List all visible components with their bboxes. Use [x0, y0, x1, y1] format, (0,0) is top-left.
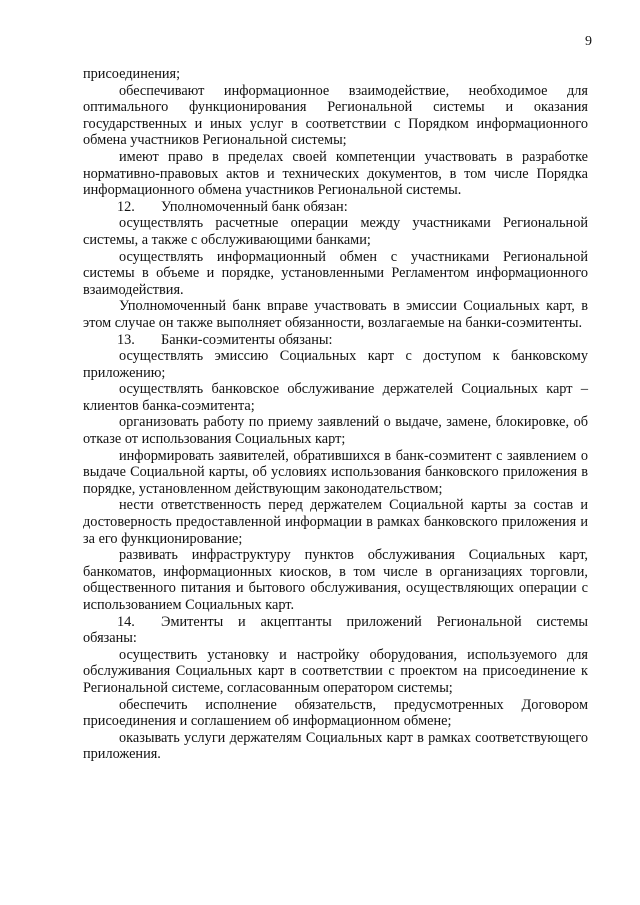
paragraph-16: осуществить установку и настройку оборудования, используемого для обслуживания Социальных карт в соответствии с проектом на присоединение к Региональной системе, согласованным оператором системы;: [83, 646, 588, 696]
paragraph-17: обеспечить исполнение обязательств, предусмотренных Договором присоединения и соглашением об информационном обмене;: [83, 696, 588, 730]
section-12-heading: [83, 199, 588, 216]
paragraph-7: Уполномоченный банк вправе участвовать в эмиссии Социальных карт, в этом случае он также выполняет обязанности, возлагаемые на банки-соэмитенты.: [83, 298, 588, 331]
paragraph-14: развивать инфраструктуру пунктов обслуживания Социальных карт, банкоматов, информационных киосков, в том числе в организациях торговли, общественного питания и бытового обслуживания, осуществляющих операции с использованием Социальных карт.: [83, 547, 588, 613]
section-number: 12.: [117, 198, 135, 215]
page-number: 9: [585, 34, 592, 49]
paragraph-10: осуществлять банковское обслуживание держателей Социальных карт – клиентов банка-соэмитента;: [83, 381, 588, 414]
section-number: 13.: [117, 331, 135, 348]
paragraph-1: присоединения;: [83, 66, 181, 82]
section-title: Банки-соэмитенты обязаны:: [161, 331, 333, 348]
document-body: [83, 66, 588, 763]
section-number: 14.: [117, 613, 135, 630]
section-14-heading: [83, 614, 588, 647]
paragraph-9: осуществлять эмиссию Социальных карт с доступом к банковскому приложению;: [83, 348, 588, 381]
paragraph-5: осуществлять расчетные операции между участниками Региональной системы, а также с обслуживающими банками;: [83, 215, 588, 248]
section-title: Эмитенты и акцептанты приложений Региональной системы обязаны:: [83, 613, 588, 647]
paragraph-3: имеют право в пределах своей компетенции участвовать в разработке нормативно-правовых актов и технических документов, в том числе Порядка информационного обмена участников Региональной системы.: [83, 148, 588, 199]
paragraph-11: организовать работу по приему заявлений о выдаче, замене, блокировке, об отказе от использования Социальных карт;: [83, 414, 588, 448]
paragraph-18: оказывать услуги держателям Социальных карт в рамках соответствующего приложения.: [83, 729, 588, 763]
section-title: Уполномоченный банк обязан:: [161, 198, 348, 215]
paragraph-2: обеспечивают информационное взаимодействие, необходимое для оптимального функционирования Региональной системы и оказания государственных и иных услуг в соответствии с Порядком информационного обмена участников Региональной системы;: [83, 82, 588, 149]
section-13-heading: [83, 332, 588, 349]
paragraph-12: информировать заявителей, обратившихся в банк-соэмитент с заявлением о выдаче Социальной карты, об условиях использования банковского приложения в порядке, установленном действующим законодательством;: [83, 447, 588, 497]
paragraph-6: осуществлять информационный обмен с участниками Региональной системы в объеме и порядке, установленными Регламентом информационного взаимодействия.: [83, 248, 588, 298]
paragraph-13: нести ответственность перед держателем Социальной карты за состав и достоверность предоставленной информации в рамках банковского приложения и за его функционирование;: [83, 497, 588, 547]
